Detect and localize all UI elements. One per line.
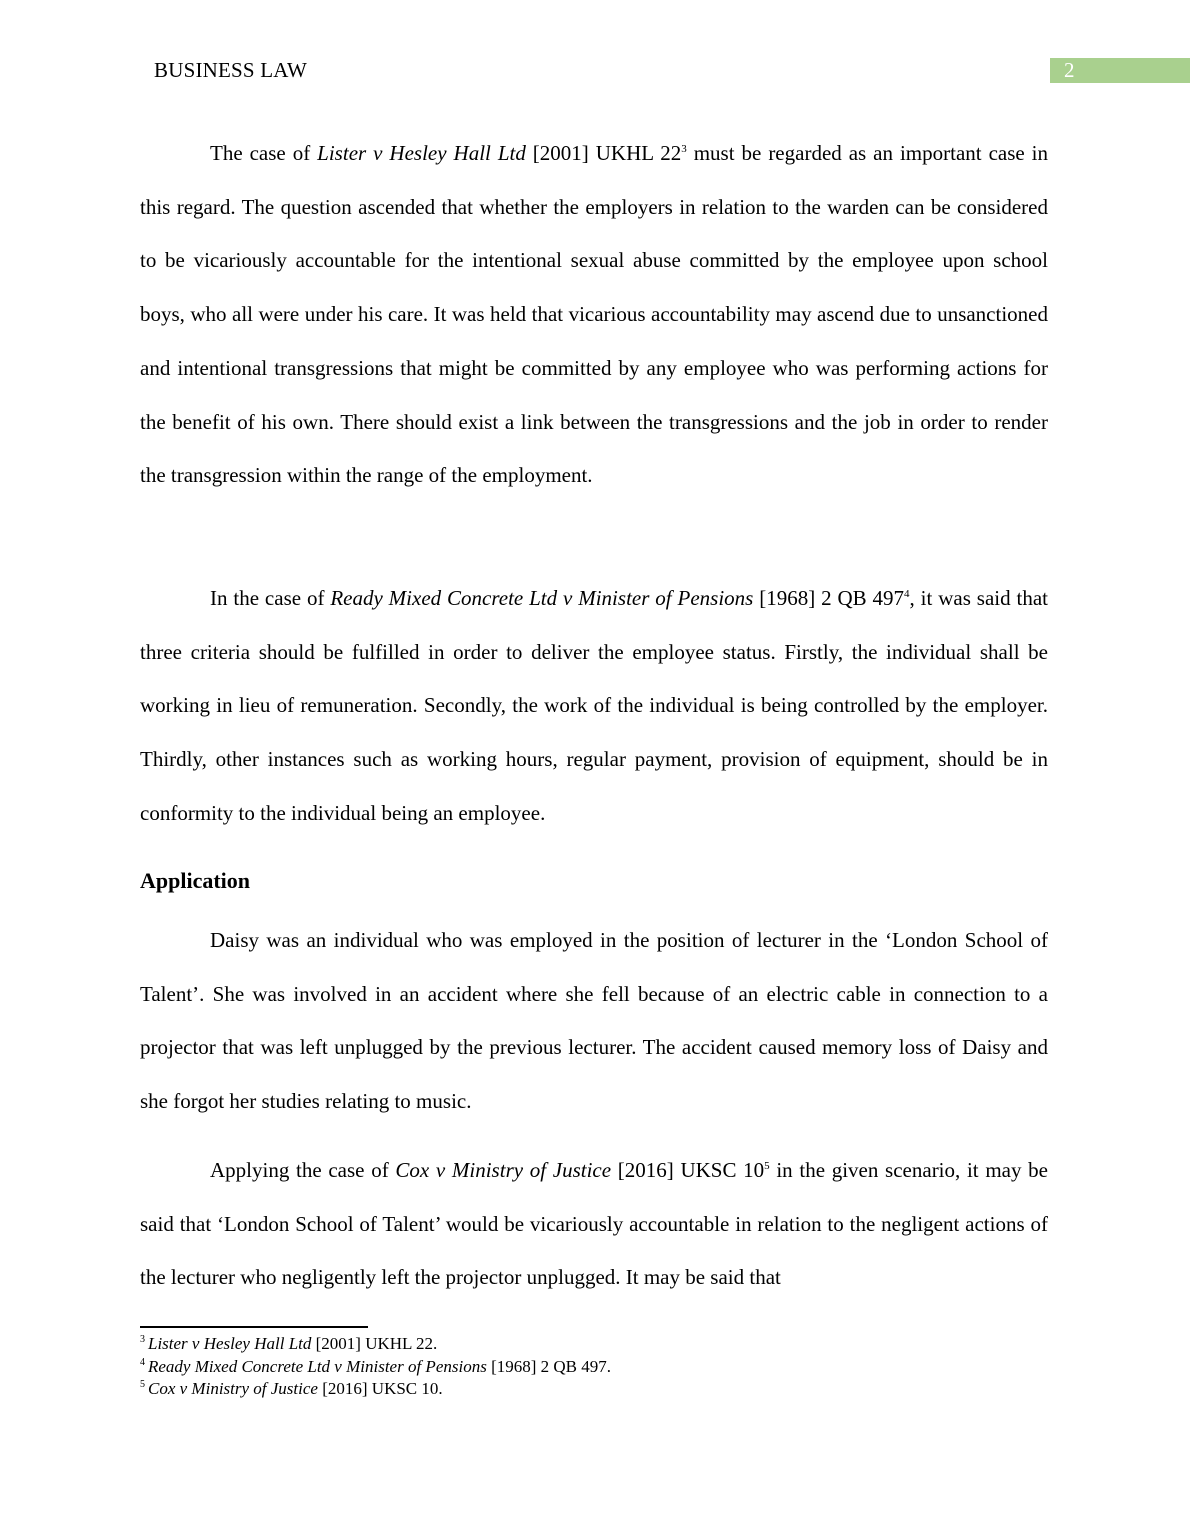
paragraph-text: Daisy was an individual who was employed in the position of lecturer in the ‘London School of Talent’. She was involved in an accident where she fell because of an electric cable in connection to a projector that was left unplugged by the previous lecturer. The accident caused memory loss of Daisy and she forgot her studies relating to music. [140,928,1048,1114]
case-name: Lister v Hesley Hall Ltd [148,1334,312,1353]
case-citation: [1968] 2 QB 497 [753,586,905,610]
footnote-number: 5 [140,1379,145,1391]
case-name: Ready Mixed Concrete Ltd v Minister of Pensions [148,1356,487,1376]
paragraph-lister [140,127,1048,503]
case-name: Lister v Hesley Hall Ltd [317,141,526,165]
paragraph-daisy [140,914,1048,1129]
case-citation: [2001] UKHL 22. [311,1334,438,1353]
page-number: 2 [1064,58,1075,82]
footnote-separator [140,1326,368,1328]
footnote-3 [140,1333,611,1356]
case-name: Cox v Ministry of Justice [148,1379,318,1399]
case-citation: [2016] UKSC 10. [317,1379,443,1399]
text-span: must be regarded as an important case in this regard. The question ascended that whether the employers in relation to the warden can be considered to be vicariously accountable for the intentional sexual abuse committed by the employee upon school boys, who all were under his care. It was held that vicarious accountability may ascend due to unsanctioned and intentional transgressions that might be committed by any employee who was performing actions for the benefit of his own. There should exist a link between the transgressions and the job in order to render the transgression within the range of the employment. [140,141,1049,488]
footnote-number: 4 [140,1356,145,1368]
case-name: Ready Mixed Concrete Ltd v Minister of Pensions [330,586,754,610]
footnote-reference[interactable]: 4 [904,588,910,600]
paragraph-text [140,572,1048,841]
text-span: in the given scenario, it may be said that ‘London School of Talent’ would be vicariously accountable in relation to the negligent actions of the lecturer who negligently left the projector unplugged. It may be said that [140,1158,1048,1290]
paragraph-ready-mixed [140,572,1048,841]
running-header-title: BUSINESS LAW [154,58,307,82]
text-span: Applying the case of [210,1158,396,1182]
footnotes [140,1333,611,1401]
case-name: Cox v Ministry of Justice [395,1158,612,1182]
footnote-5 [140,1378,611,1401]
page-number-bar [1050,58,1190,83]
text-span: The case of [210,141,318,165]
footnote-number: 3 [140,1334,145,1345]
footnote-reference[interactable]: 3 [681,143,687,155]
paragraph-cox [140,1144,1048,1305]
paragraph-text [140,127,1048,503]
section-heading: Application [140,868,251,893]
case-citation: [2016] UKSC 10 [611,1158,765,1182]
footnote-4 [140,1356,611,1379]
text-span: , it was said that three criteria should be fulfilled in order to deliver the employee status. Firstly, the individual shall be working in lieu of remuneration. Secondly, the work of the individual is being controlled by the employer. Thirdly, other instances such as working hours, regular payment, provision of equipment, should be in conformity to the individual being an employee. [140,586,1048,825]
footnote-reference[interactable]: 5 [764,1160,770,1172]
paragraph-text [140,1144,1048,1305]
text-span: In the case of [210,586,331,610]
case-citation: [2001] UKHL 22 [525,141,682,165]
case-citation: [1968] 2 QB 497. [486,1356,612,1376]
